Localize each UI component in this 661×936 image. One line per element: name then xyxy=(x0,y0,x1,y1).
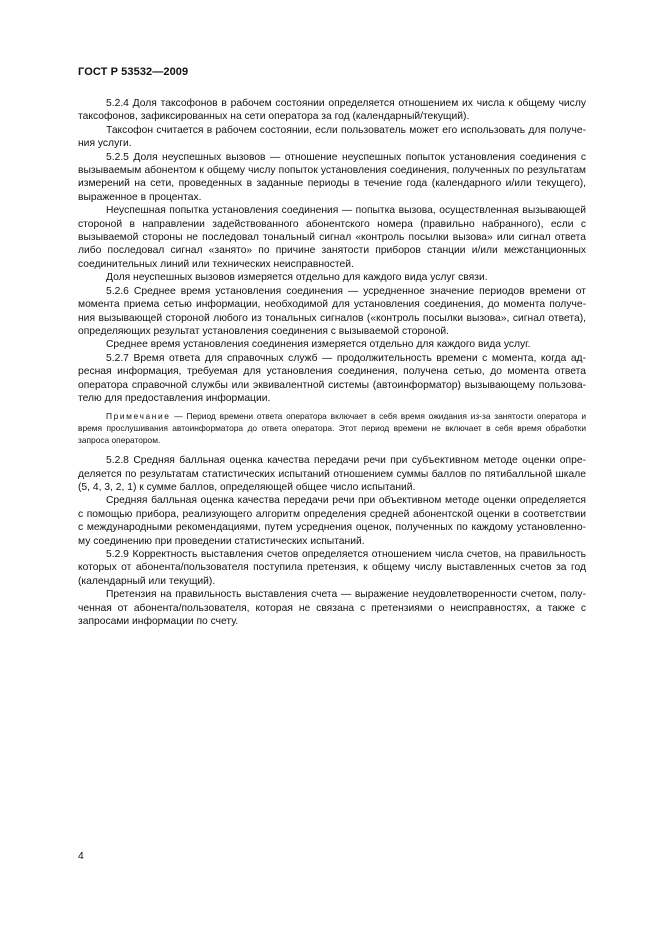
document-header-title: ГОСТ Р 53532—2009 xyxy=(78,66,189,78)
paragraph-5-2-5: 5.2.5 Доля неуспешных вызовов — отношение неуспешных попыток установления соединения с вызываемым абонентом к общему числу попыток установления соединения, полученных по результатам измерений на сети, проведенных в заданные периоды в течение года (календарного и/или текущего), выраженное в процентах. xyxy=(78,151,586,203)
paragraph-5-2-6: 5.2.6 Среднее время установления соединения — усредненное значение периодов времени от момента приема сетью информации, необходимой для установления соединения, до момента получения вызывающей стороной любого из тональных сигналов («контроль посылки вызова», сигнал ответа), определяющих результат установления соединения с вызываемой стороной. xyxy=(78,285,586,337)
paragraph-5-2-7: 5.2.7 Время ответа для справочных служб — продолжительность времени с момента, когда адресная информация, требуемая для установления соединения, получена сетью, до момента ответа оператора справочной службы или эквивалентной системы (автоинформатор) вызывающему пользователю для предоставления информации. xyxy=(78,352,586,404)
page-number: 4 xyxy=(78,851,84,862)
document-body xyxy=(78,97,586,628)
paragraph-5-2-8: 5.2.8 Средняя балльная оценка качества передачи речи при субъективном методе оценки определяется по результатам статистических испытаний отношением суммы баллов по пятибалльной шкале (5, 4, 3, 2, 1) к сумме баллов, определяющей общее число испытаний. xyxy=(78,455,586,493)
note-label: Примечание xyxy=(106,411,171,422)
note-paragraph xyxy=(78,411,586,446)
paragraph-setup-time: Среднее время установления соединения измеряется отдельно для каждого вида услуг. xyxy=(106,339,531,351)
paragraph-unsuccessful-attempt: Неуспешная попытка установления соединения — попытка вызова, осуществленная вызывающей стороной в направлении задействованного абонентского номера (правильно набранного), если с вызываемой стороны не последовал тональный сигнал «контроль посылки вызова» или сигнал ответа либо последовал сигнал «занято» по причине занятости приборов станции и/или межстанционных соединительных линий или технических неисправностей. xyxy=(78,205,586,270)
note-text: — Период времени ответа оператора включает в себя время ожидания из-за занятости оператора и время прослушивания автоинформатора до ответа оператора. Этот период времени не включает в себя время обработки запроса оператором. xyxy=(78,411,586,445)
paragraph-payphone-working: Таксофон считается в рабочем состоянии, если пользователь может его использовать для получения услуги. xyxy=(78,124,586,150)
paragraph-billing-claim: Претензия на правильность выставления счета — выражение неудовлетворенности счетом, полученная от абонента/пользователя, которая не связана с претензиями о неисправностях, а также с запросами информации по счету. xyxy=(78,589,586,627)
paragraph-unsuccessful-share: Доля неуспешных вызовов измеряется отдельно для каждого вида услуг связи. xyxy=(106,272,488,284)
paragraph-5-2-4: 5.2.4 Доля таксофонов в рабочем состоянии определяется отношением их числа к общему числу таксофонов, зафиксированных на сети оператора за год (календарный/текущий). xyxy=(78,98,586,123)
paragraph-objective-method: Средняя балльная оценка качества передачи речи при объективном методе оценки определяется с помощью прибора, реализующего алгоритм определения средней абонентской оценки в соответствии с международными рекомендациями, путем усреднения оценок, полученных по каждому установленному соединению при проведении статистических испытаний. xyxy=(78,495,586,547)
paragraph-5-2-9: 5.2.9 Корректность выставления счетов определяется отношением числа счетов, на правильность которых от абонента/пользователя поступила претензия, к общему числу выставленных счетов за год (календарный или текущий). xyxy=(78,548,586,587)
